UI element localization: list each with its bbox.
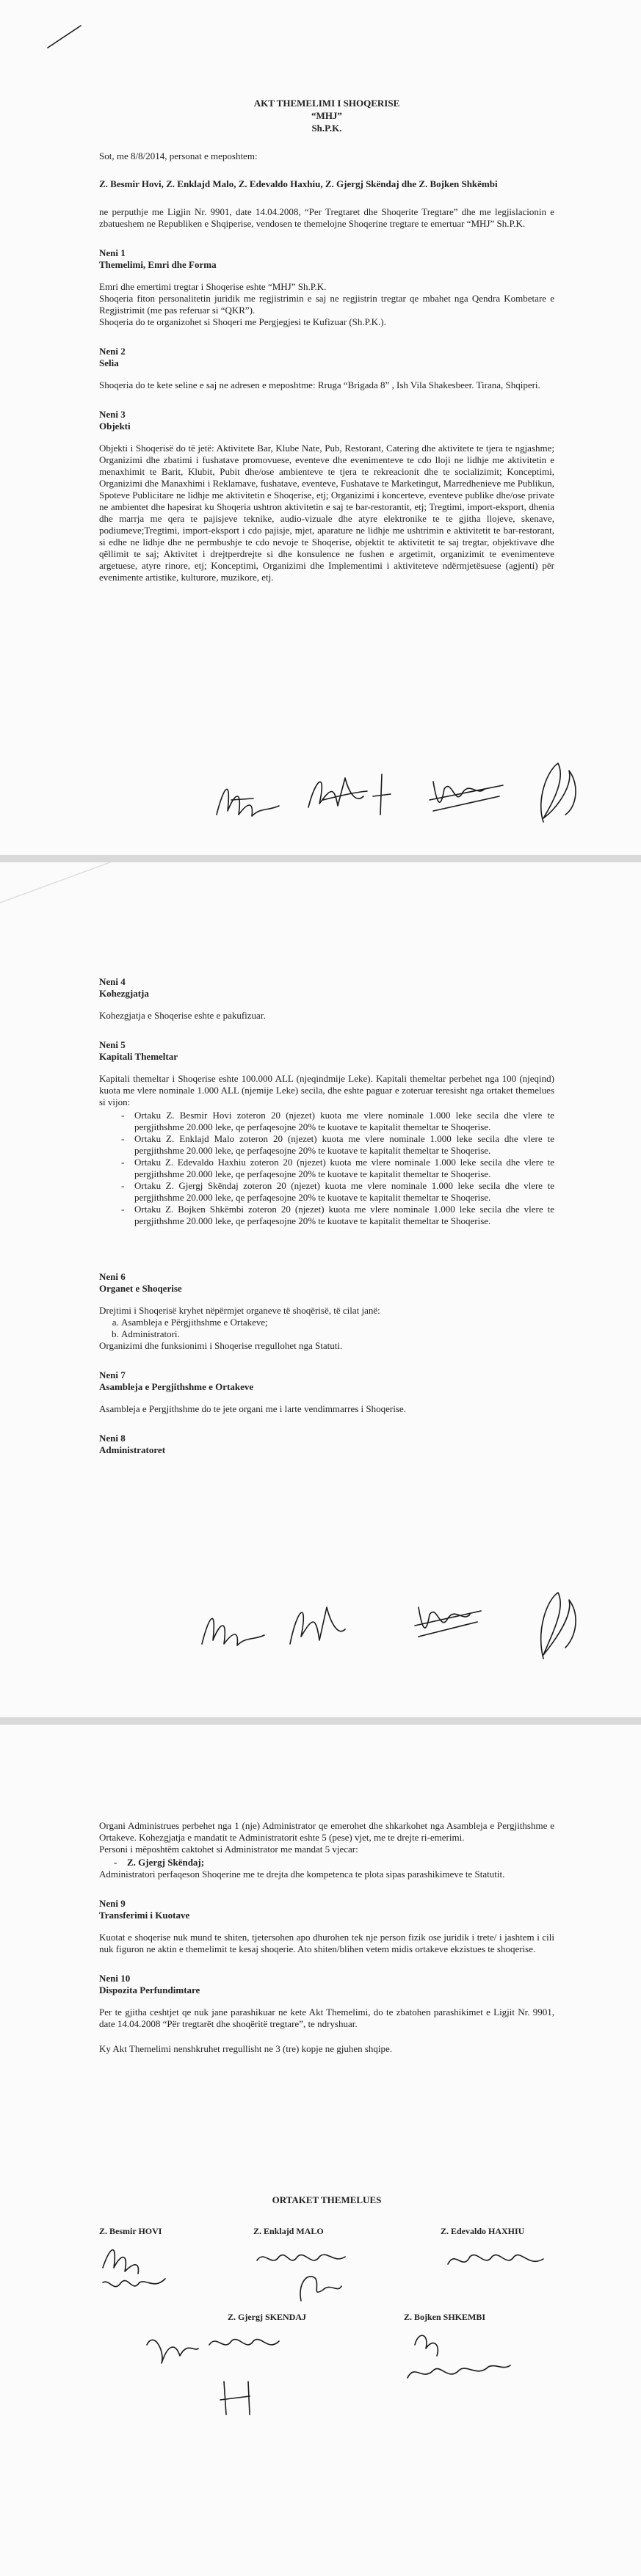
page3-body — [99, 1820, 554, 2055]
article-title: Selia — [99, 357, 119, 368]
signature-skendaj — [140, 2323, 308, 2426]
list-item: - Ortaku Z. Edevaldo Haxhiu zoteron 20 (njezet) kuota me vlere nominale 1.000 leke secila dhe vlere te pergjithshme 20.000 leke, qe perfaqesojne 20% te kuotave te kapitalit themeltar te Shoqerise. — [121, 1157, 554, 1180]
article-6-outro: Organizimi dhe funksionimi i Shoqerise rregullohet nga Statuti. — [99, 1340, 343, 1351]
article-1-line-1: Emri dhe emertimi tregtar i Shoqerise eshte “MHJ” Sh.P.K. — [99, 281, 327, 292]
article-title: Themelimi, Emri dhe Forma — [99, 259, 217, 270]
list-item: - Ortaku Z. Bojken Shkëmbi zoteron 20 (njezet) kuota me vlere nominale 1.000 leke secila dhe vlere te pergjithshme 20.000 leke, qe perfaqesojne 20% te kuotave te kapitalit themeltar te Shoqerise. — [121, 1204, 554, 1227]
signature-3 — [367, 771, 396, 822]
shareholder-list — [99, 1110, 554, 1227]
article-title: Administratoret — [99, 1444, 166, 1455]
article-title: Kapitali Themeltar — [99, 1051, 178, 1062]
document-page-3 — [0, 1725, 641, 2576]
article-number: Neni 4 — [99, 976, 126, 987]
signature-2 — [275, 1593, 356, 1659]
article-4-heading — [99, 976, 554, 1000]
list-item: b. Administratori. — [121, 1328, 554, 1340]
article-number: Neni 7 — [99, 1369, 126, 1380]
article-title: Transferimi i Kuotave — [99, 1910, 190, 1921]
article-number: Neni 10 — [99, 1973, 131, 1984]
list-item: - Ortaku Z. Besmir Hovi zoteron 20 (njezet) kuota me vlere nominale 1.000 leke secila dhe vlere te pergjithshme 20.000 leke, qe perfaqesojne 20% te kuotave te kapitalit themeltar te Shoqerise. — [121, 1110, 554, 1133]
administrator-intro: Personi i mëposhtëm caktohet si Administrator me mandat 5 vjecar: — [99, 1844, 358, 1855]
signature-shkembi — [400, 2323, 518, 2396]
article-title: Objekti — [99, 421, 131, 432]
intro-line: Sot, me 8/8/2014, personat e meposhtem: — [99, 150, 258, 161]
article-title: Asambleja e Pergjithshme e Ortakeve — [99, 1381, 254, 1392]
article-7-heading — [99, 1369, 554, 1393]
article-6-intro: Drejtimi i Shoqerisë kryhet nëpërmjet organeve të shoqërisë, të cilat janë: — [99, 1305, 380, 1316]
signature-haxhiu — [441, 2238, 551, 2282]
article-9-heading — [99, 1898, 554, 1921]
article-number: Neni 6 — [99, 1271, 126, 1282]
article-1-heading — [99, 247, 554, 271]
founders-line: Z. Besmir Hovi, Z. Enklajd Malo, Z. Edevaldo Haxhiu, Z. Gjergj Skëndaj dhe Z. Bojken Shkëmbi — [99, 178, 498, 189]
founder-name-skendaj: Z. Gjergj SKENDAJ — [228, 2312, 306, 2322]
article-3-text: Objekti i Shoqerisë do të jetë: Aktivitete Bar, Klube Nate, Pub, Restorant, Catering dhe aktivitete te tjera te ngjashme; Organizimi dhe zbatimi i fushatave promovuese, eventeve dhe evenimenteve te cdo lloji ne lidhje me aktivitetin e menaxhimit te Barit, Klubit, Pubit dhe/ose ambienteve te tjera te rekreacionit dhe te socializimit; Konceptimi, Organizimi dhe Manaxhimi i Reklamave, fushatave, eventeve, Fushatave te Marketingut, Marredhenieve me Publikun, Spoteve Publicitare ne lidhje me aktivitetin e Shoqerise, etj; Organizimi i koncerteve, eventeve publike dhe/ose private ne ambientet dhe hapesirat ku Shoqeria ushtron aktivitetin e saj te bar-restorantit, etj; Tregtimi, import-eksport, dhenia dhe marrja me qera te pajisjeve teknike, audio-vizuale dhe atyre elektronike te te gjitha llojeve, skenave, podiumeve;Tregtimi, import-eksport i cdo pajisje, mjet, aparature ne lidhje me ushtrimin e aktivitetit te bar-restorant, si edhe ne lidhje dhe ne permbushje te cdo nevoje te Shoqerise, objektit te aktivitetit te saj tregtar, objektivave dhe qëllimit te saj; Aktivitet i drejtperdrejte si dhe konsulence ne fushen e argetimit, organizimit te evenimenteve argetuese, atyre rinore, etj; Konceptimi, Organizimi dhe Implementimi i aktiviteteve ndërmjetësuese (agjenti) për evenimente artistike, kulturore, muzikore, etj. — [99, 443, 554, 583]
article-title: Kohezgjatja — [99, 988, 149, 999]
document-title: AKT THEMELIMI I SHOQERISE — [253, 98, 400, 109]
article-title: Organet e Shoqerise — [99, 1283, 182, 1294]
signature-hovi — [95, 2238, 184, 2304]
article-5-heading — [99, 1039, 554, 1063]
article-8-heading — [99, 1433, 554, 1456]
page2-body — [99, 976, 554, 1456]
article-1-line-2: Shoqeria fiton personalitetin juridik me regjistrimin e saj ne regjistrin tregtar qe mbahet nga Qendra Kombetare e Regjistrimit (me pas referuar si “QKR”). — [99, 293, 554, 316]
signature-1 — [209, 771, 290, 829]
founder-name-hovi: Z. Besmir HOVI — [99, 2226, 162, 2236]
signature-2 — [294, 763, 374, 822]
page1-body — [99, 150, 554, 583]
article-6-heading — [99, 1271, 554, 1295]
preamble: ne perputhje me Ligjin Nr. 9901, date 14.04.2008, “Per Tregtaret dhe Shoqerite Tregtare” dhe me legjislacionin e zbatueshem ne Republiken e Shqiperise, vendosen te themelojne Shoqerine tregtare te emertuar “MHJ” Sh.P.K. — [99, 206, 554, 229]
article-title: Dispozita Perfundimtare — [99, 1984, 200, 1995]
page-corner-fold — [0, 862, 117, 906]
signature-4 — [408, 1593, 488, 1651]
founder-name-shkembi: Z. Bojken SHKEMBI — [404, 2312, 486, 2322]
article-number: Neni 5 — [99, 1039, 126, 1050]
article-number: Neni 1 — [99, 247, 126, 258]
signature-1 — [195, 1600, 275, 1659]
article-1-line-3: Shoqeria do te organizohet si Shoqeri me Pergjegjesi te Kufizuar (Sh.P.K.). — [99, 316, 386, 327]
company-name: “MHJ” — [311, 110, 342, 121]
page-separator — [0, 1717, 641, 1725]
article-10-heading — [99, 1973, 554, 1996]
founder-name-haxhiu: Z. Edevaldo HAXHIU — [441, 2226, 525, 2236]
article-number: Neni 9 — [99, 1898, 126, 1909]
article-number: Neni 2 — [99, 346, 126, 357]
article-9-text: Kuotat e shoqerise nuk mund te shiten, tjetersohen apo dhurohen tek nje person fizik ose juridik i trete/ i jashtem i cili nuk figuron ne aktin e themelimit te kesaj shoqerie. Ato shiten/blihen vetem midis ortakeve ekzistues te shoqerise. — [99, 1932, 554, 1954]
signature-malo — [250, 2238, 360, 2304]
list-item: a. Asambleja e Përgjithshme e Ortakeve; — [121, 1317, 554, 1328]
corner-mark — [44, 22, 88, 51]
article-2-heading — [99, 346, 554, 369]
article-7-text: Asambleja e Pergjithshme do te jete organi me i larte vendimmarres i Shoqerise. — [99, 1403, 406, 1414]
copies-statement: Ky Akt Themelimi nenshkruhet rregullisht ne 3 (tre) kopje ne gjuhen shqipe. — [99, 2043, 393, 2054]
founder-name-malo: Z. Enklajd MALO — [253, 2226, 324, 2236]
administrator-name: - Z. Gjergj Skëndaj; — [114, 1857, 554, 1869]
administrator-powers: Administratori perfaqeson Shoqerine me te drejta dhe kompetenca te plota sipas parashikimeve te Statutit. — [99, 1869, 505, 1880]
signature-4 — [422, 767, 510, 826]
article-3-heading — [99, 409, 554, 432]
article-number: Neni 8 — [99, 1433, 126, 1444]
list-item: - Ortaku Z. Enklajd Malo zoteron 20 (njezet) kuota me vlere nominale 1.000 leke secila dhe vlere te pergjithshme 20.000 leke, qe perfaqesojne 20% te kuotave te kapitalit themeltar te Shoqerise. — [121, 1133, 554, 1157]
article-number: Neni 3 — [99, 409, 126, 420]
article-2-text: Shoqeria do te kete seline e saj ne adresen e meposhtme: Rruga “Brigada 8” , Ish Vila Shakesbeer. Tirana, Shqiperi. — [99, 379, 540, 390]
company-type: Sh.P.K. — [311, 123, 342, 134]
organs-list — [99, 1317, 554, 1340]
document-page-2 — [0, 862, 641, 1717]
document-page-1 — [0, 0, 641, 855]
list-item: - Ortaku Z. Gjergj Skëndaj zoteron 20 (njezet) kuota me vlere nominale 1.000 leke secila dhe vlere te pergjithshme 20.000 leke, qe perfaqesojne 20% te kuotave te kapitalit themeltar te Shoqerise. — [121, 1180, 554, 1204]
administrator-text: Organi Administrues perbehet nga 1 (nje) Administrator qe emerohet dhe shkarkohet nga Asambleja e Pergjithshme e Ortakeve. Kohezgjatja e mandatit te Administratorit eshte 5 (pese) vjet, me te drejte ri-emerimi. — [99, 1820, 554, 1843]
page-separator — [0, 855, 641, 862]
document-header — [99, 97, 554, 134]
signature-5 — [514, 756, 587, 829]
article-5-text: Kapitali themeltar i Shoqerise eshte 100.000 ALL (njeqindmije Leke). Kapitali themeltar perbehet nga 100 (njeqind) kuota me vlere nominale 1.000 ALL (njemije Leke) secila, dhe eshte paguar e zoteruar teresisht nga ortaket themelues si vijon: — [99, 1073, 554, 1107]
signature-5 — [514, 1585, 587, 1666]
article-4-text: Kohezgjatja e Shoqerise eshte e pakufizuar. — [99, 1010, 266, 1021]
administrator-list — [99, 1857, 554, 1869]
article-10-text: Per te gjitha ceshtjet qe nuk jane parashikuar ne kete Akt Themelimi, do te zbatohen parashikimet e Ligjit Nr. 9901, date 14.04.2008 “Për tregtarët dhe shoqëritë tregtare”, te ndryshuar. — [99, 2006, 554, 2029]
founders-heading: ORTAKET THEMELUES — [272, 2194, 382, 2205]
